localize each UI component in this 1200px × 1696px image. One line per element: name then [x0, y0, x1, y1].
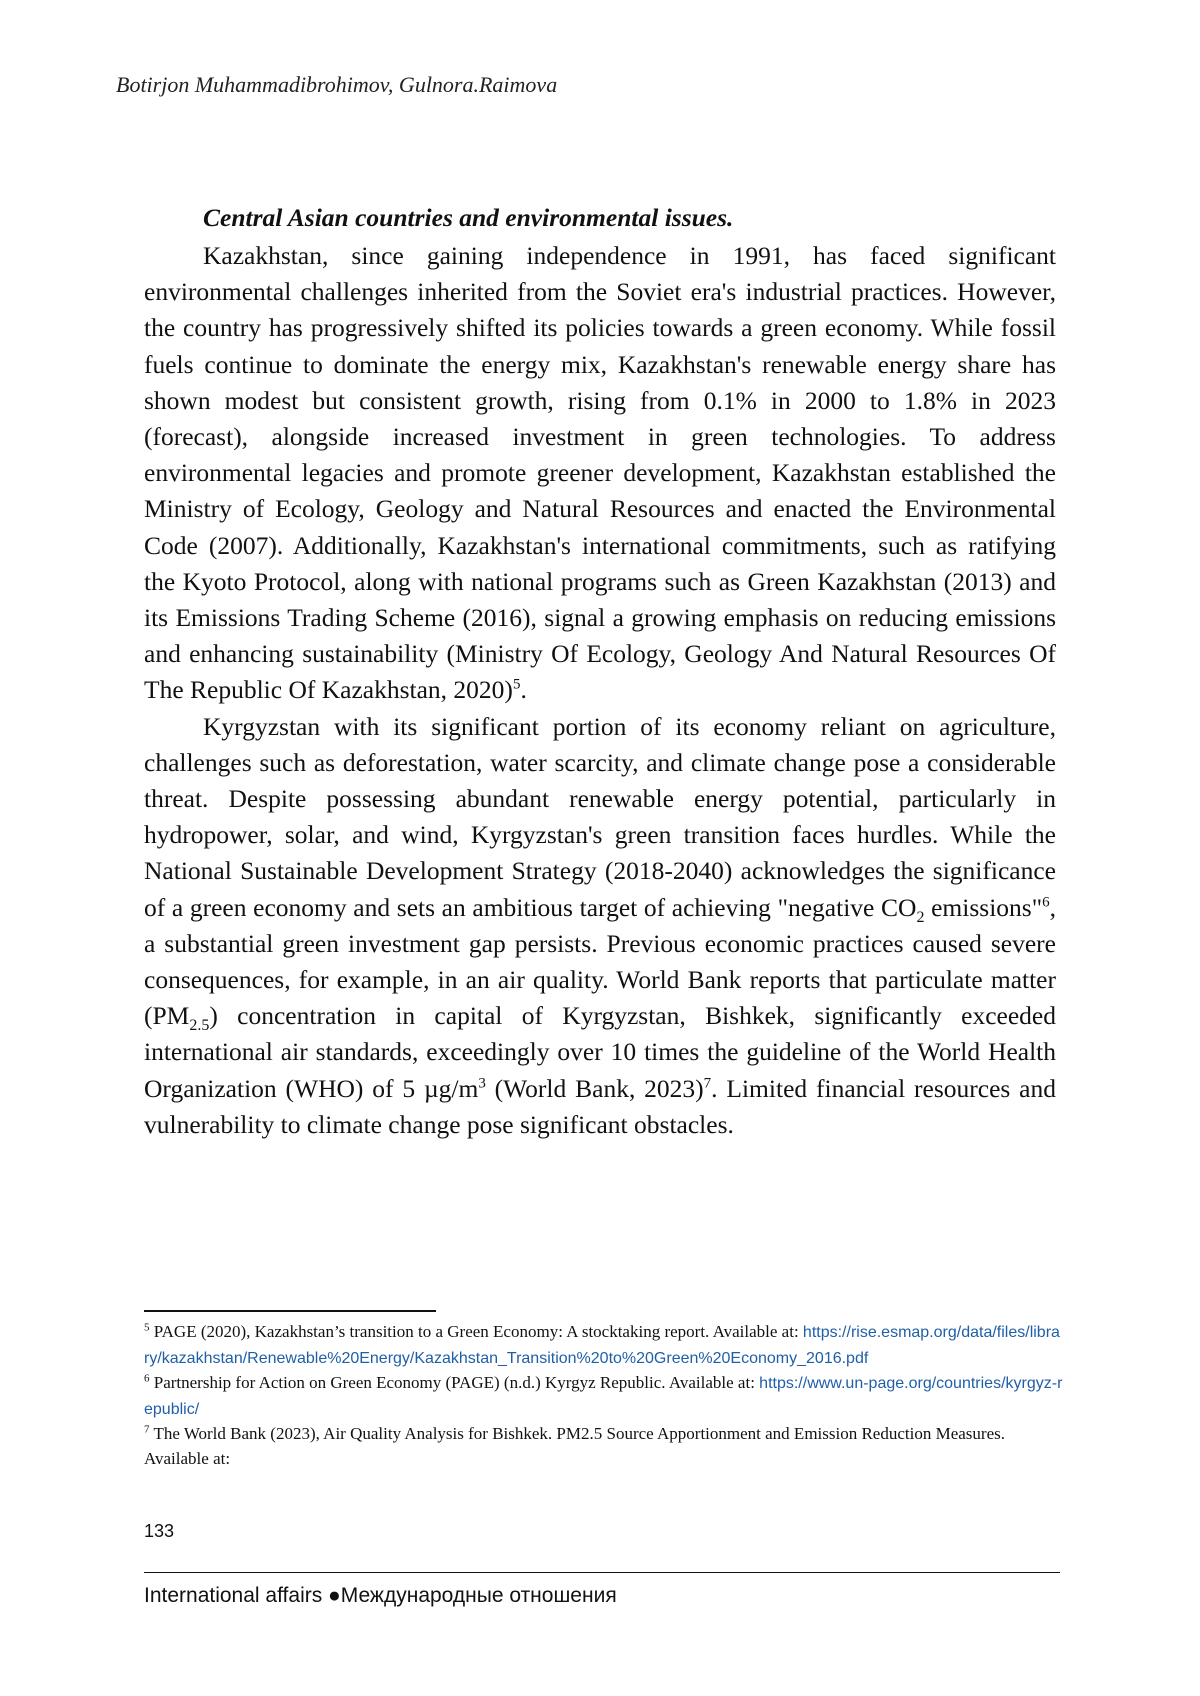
- paragraph-kyrgyzstan-text-a: Kyrgyzstan with its significant portion of its economy reliant on agriculture, challenges such as deforestation, water scarcity, and climate change pose a considerable threat. Despite possessing abundant renewable energy potential, particularly in hydropower, solar, and wind, Kyrgyzstan's green transition faces hurdles. While the National Sustainable Development Strategy (2018-2040) acknowledges the significance of a green economy and sets an ambitious target of achieving "negative CO: [144, 711, 1056, 922]
- running-header-authors: Botirjon Muhammadibrohimov, Gulnora.Raimova: [116, 72, 558, 97]
- footnote-6-link[interactable]: https://www.un-page.org/countries/kyrgyz-republic/: [144, 1375, 1063, 1418]
- footnote-5-text: PAGE (2020), Kazakhstan’s transition to a Green Economy: A stocktaking report. Available at:: [153, 1322, 799, 1341]
- unit-superscript: 3: [478, 1075, 486, 1092]
- paragraph-kazakhstan-end: .: [520, 675, 527, 705]
- footnote-ref-6[interactable]: 6: [1042, 894, 1050, 911]
- pm-subscript: 2.5: [189, 1017, 210, 1035]
- footnote-6: [144, 1371, 1064, 1422]
- footnote-ref-7[interactable]: 7: [703, 1075, 712, 1092]
- journal-footer: International affairs ●Международные отношения: [144, 1584, 617, 1607]
- co2-subscript: 2: [916, 908, 925, 926]
- page-number: 133: [144, 1521, 175, 1541]
- body-text: [144, 238, 1056, 1143]
- paragraph-kyrgyzstan-text-c: , a substantial green investment gap persists. Previous economic practices caused severe consequences, for example, in an air quality. World Bank reports that particulate matter (PM: [144, 892, 1056, 1031]
- paragraph-kazakhstan-text: Kazakhstan, since gaining independence in 1991, has faced significant environmental challenges inherited from the Soviet era's industrial practices. However, the country has progressively shifted its policies towards a green economy. While fossil fuels continue to dominate the energy mix, Kazakhstan's renewable energy share has shown modest but consistent growth, rising from 0.1% in 2000 to 1.8% in 2023 (forecast), alongside increased investment in green technologies. To address environmental legacies and promote greener development, Kazakhstan established the Ministry of Ecology, Geology and Natural Resources and enacted the Environmental Code (2007). Additionally, Kazakhstan's international commitments, such as ratifying the Kyoto Protocol, along with national programs such as Green Kazakhstan (2013) and its Emissions Trading Scheme (2016), signal a growing emphasis on reducing emissions and enhancing sustainability (Ministry Of Ecology, Geology And Natural Resources Of The Republic Of Kazakhstan, 2020): [144, 241, 1056, 705]
- paragraph-kyrgyzstan-text-e: (World Bank, 2023): [485, 1073, 704, 1103]
- footnotes: [144, 1320, 1064, 1471]
- paragraph-kyrgyzstan-text-f: . Limited financial resources and vulnerability to climate change pose significant obstacles.: [144, 1073, 1056, 1139]
- footnote-5-number: 5: [144, 1321, 150, 1334]
- footnote-5-link[interactable]: https://rise.esmap.org/data/files/library/kazakhstan/Renewable%20Energy/Kazakhstan_Transition%20to%20Green%20Economy_2016.pdf: [144, 1324, 1060, 1367]
- footer-divider: [144, 1572, 1060, 1573]
- footnote-7-text: The World Bank (2023), Air Quality Analysis for Bishkek. PM2.5 Source Apportionment and Emission Reduction Measures. Available at:: [144, 1424, 1005, 1468]
- paragraph-kyrgyzstan-text-d: ) concentration in capital of Kyrgyzstan, Bishkek, significantly exceeded international air standards, exceedingly over 10 times the guideline of the World Health Organization (WHO) of 5 µg/m: [144, 1001, 1056, 1103]
- footnote-ref-5[interactable]: 5: [512, 676, 521, 693]
- footnote-5: [144, 1320, 1064, 1371]
- paragraph-kazakhstan: [144, 238, 1056, 709]
- paragraph-kyrgyzstan: [144, 709, 1056, 1143]
- footnote-6-text: Partnership for Action on Green Economy (PAGE) (n.d.) Kyrgyz Republic. Available at:: [153, 1373, 755, 1392]
- footnote-7-number: 7: [144, 1423, 150, 1436]
- footnote-divider: [144, 1310, 436, 1312]
- section-title: Central Asian countries and environmental issues.: [203, 203, 734, 232]
- footnote-7: [144, 1422, 1064, 1471]
- footnote-6-number: 6: [144, 1372, 150, 1385]
- paragraph-kyrgyzstan-text-b: emissions": [924, 892, 1043, 922]
